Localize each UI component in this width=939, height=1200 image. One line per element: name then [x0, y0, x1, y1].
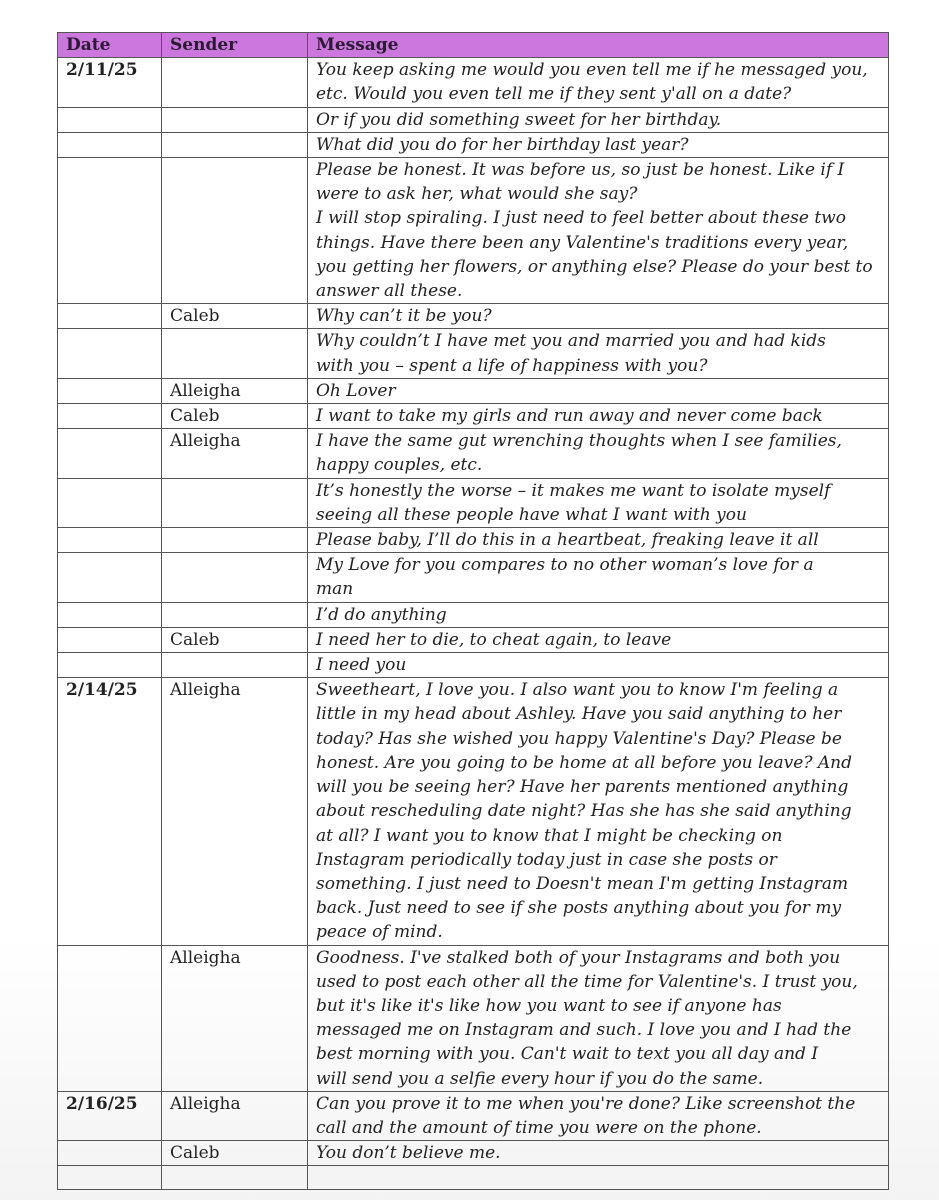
table-row [58, 404, 889, 429]
sender-cell: Alleigha [162, 429, 308, 478]
date-cell [58, 627, 162, 652]
date-cell [58, 1141, 162, 1166]
message-cell: I need her to die, to cheat again, to leave [308, 627, 889, 652]
table-row [58, 1091, 889, 1140]
date-cell [58, 304, 162, 329]
message-cell [308, 1166, 889, 1190]
message-cell: You don’t believe me. [308, 1141, 889, 1166]
message-cell: Oh Lover [308, 378, 889, 403]
header-date: Date [58, 33, 162, 58]
message-cell: Please baby, I’ll do this in a heartbeat, freaking leave it all [308, 528, 889, 553]
table-row [58, 132, 889, 157]
message-cell: What did you do for her birthday last year? [308, 132, 889, 157]
table-row [58, 429, 889, 478]
message-log-table [57, 32, 889, 1190]
table-row [58, 945, 889, 1091]
table-row [58, 158, 889, 304]
date-cell [58, 478, 162, 527]
sender-cell [162, 1166, 308, 1190]
message-cell: Why couldn’t I have met you and married you and had kids with you – spent a life of happiness with you? [308, 329, 889, 378]
sender-cell [162, 58, 308, 107]
table-header [58, 33, 889, 58]
message-cell: Goodness. I've stalked both of your Instagrams and both you used to post each other all the time for Valentine's. I trust you, but it's like it's like how you want to see if anyone has messaged me on Instagram and such. I love you and I had the best morning with you. Can't wait to text you all day and I will send you a selfie every hour if you do the same. [308, 945, 889, 1091]
table-row [58, 304, 889, 329]
date-cell [58, 602, 162, 627]
date-cell [58, 158, 162, 304]
header-sender: Sender [162, 33, 308, 58]
table-row [58, 378, 889, 403]
sender-cell [162, 602, 308, 627]
message-cell: Sweetheart, I love you. I also want you to know I'm feeling a little in my head about Ashley. Have you said anything to her today? Has she wished you happy Valentine's Day? Please be honest. Are you going to be home at all before you leave? And will you be seeing her? Have her parents mentioned anything about rescheduling date night? Has she has she said anything at all? I want you to know that I might be checking on Instagram periodically today just in case she posts or something. I just need to Doesn't mean I'm getting Instagram back. Just need to see if she posts anything about you for my peace of mind. [308, 678, 889, 945]
message-cell: Or if you did something sweet for her birthday. [308, 107, 889, 132]
sender-cell [162, 528, 308, 553]
message-cell: Why can’t it be you? [308, 304, 889, 329]
date-cell [58, 429, 162, 478]
sender-cell: Caleb [162, 404, 308, 429]
table-row [58, 653, 889, 678]
table-row-empty [58, 1166, 889, 1190]
table-row [58, 678, 889, 945]
table-row [58, 1141, 889, 1166]
message-cell: My Love for you compares to no other woman’s love for a man [308, 553, 889, 602]
header-row [58, 33, 889, 58]
header-message: Message [308, 33, 889, 58]
sender-cell [162, 653, 308, 678]
sender-cell: Alleigha [162, 678, 308, 945]
table-row [58, 528, 889, 553]
date-cell [58, 528, 162, 553]
sender-cell [162, 329, 308, 378]
date-cell: 2/11/25 [58, 58, 162, 107]
sender-cell: Caleb [162, 1141, 308, 1166]
message-cell: Please be honest. It was before us, so just be honest. Like if I were to ask her, what would she say? I will stop spiraling. I just need to feel better about these two things. Have there been any Valentine's traditions every year, you getting her flowers, or anything else? Please do your best to answer all these. [308, 158, 889, 304]
date-cell [58, 1166, 162, 1190]
table-row [58, 58, 889, 107]
sender-cell: Alleigha [162, 378, 308, 403]
table-row [58, 553, 889, 602]
message-cell: I need you [308, 653, 889, 678]
sender-cell: Caleb [162, 627, 308, 652]
date-cell [58, 378, 162, 403]
table-row [58, 627, 889, 652]
sender-cell [162, 553, 308, 602]
sender-cell [162, 107, 308, 132]
date-cell [58, 132, 162, 157]
date-cell [58, 945, 162, 1091]
date-cell [58, 107, 162, 132]
date-cell: 2/14/25 [58, 678, 162, 945]
sender-cell: Alleigha [162, 1091, 308, 1140]
table-row [58, 107, 889, 132]
table-row [58, 329, 889, 378]
message-cell: I want to take my girls and run away and never come back [308, 404, 889, 429]
date-cell [58, 329, 162, 378]
table-row [58, 602, 889, 627]
date-cell [58, 404, 162, 429]
date-cell [58, 653, 162, 678]
message-cell: Can you prove it to me when you're done? Like screenshot the call and the amount of time you were on the phone. [308, 1091, 889, 1140]
message-cell: You keep asking me would you even tell me if he messaged you, etc. Would you even tell me if they sent y'all on a date? [308, 58, 889, 107]
message-cell: I have the same gut wrenching thoughts when I see families, happy couples, etc. [308, 429, 889, 478]
message-cell: I’d do anything [308, 602, 889, 627]
sender-cell [162, 132, 308, 157]
sender-cell: Alleigha [162, 945, 308, 1091]
date-cell [58, 553, 162, 602]
sender-cell [162, 478, 308, 527]
table-row [58, 478, 889, 527]
sender-cell [162, 158, 308, 304]
message-cell: It’s honestly the worse – it makes me want to isolate myself seeing all these people have what I want with you [308, 478, 889, 527]
date-cell: 2/16/25 [58, 1091, 162, 1140]
sender-cell: Caleb [162, 304, 308, 329]
table-body [58, 58, 889, 1190]
